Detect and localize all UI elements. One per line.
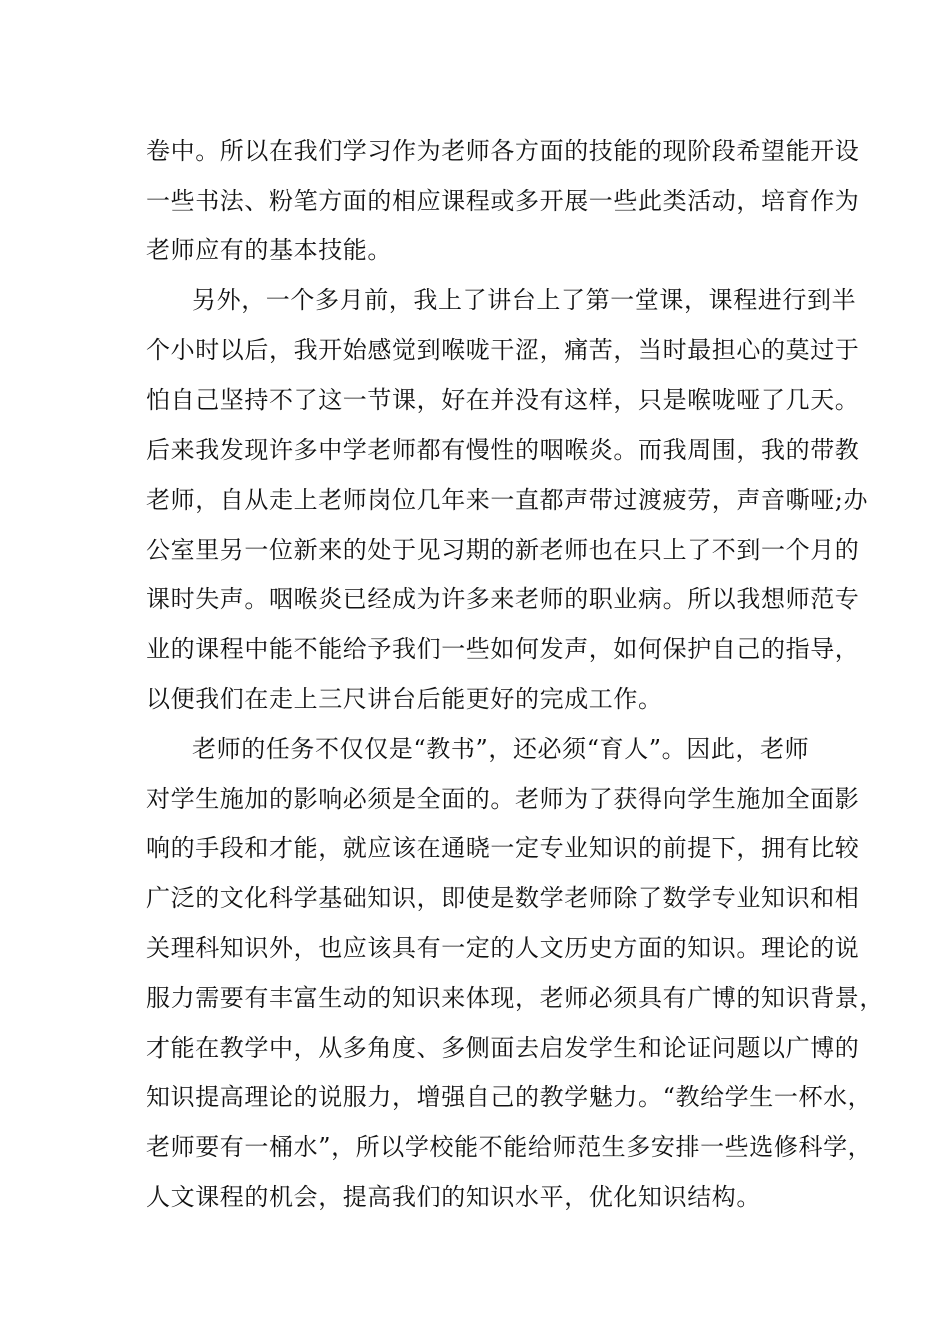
text-line: 知识提高理论的说服力，增强自己的教学魅力。“教给学生一杯水，: [146, 1083, 873, 1111]
text-line: 课时失声。咽喉炎已经成为许多来老师的职业病。所以我想师范专: [146, 585, 860, 613]
paragraph-first-line: 另外，一个多月前，我上了讲台上了第一堂课，课程进行到半: [192, 286, 857, 314]
text-line: 业的课程中能不能给予我们一些如何发声，如何保护自己的指导，: [146, 635, 860, 663]
text-line: 老师，自从走上老师岗位几年来一直都声带过渡疲劳，声音嘶哑;办: [146, 486, 869, 514]
text-line: 个小时以后，我开始感觉到喉咙干涩，痛苦，当时最担心的莫过于: [146, 336, 860, 364]
text-line: 一些书法、粉笔方面的相应课程或多开展一些此类活动，培育作为: [146, 187, 860, 215]
text-line: 怕自己坚持不了这一节课，好在并没有这样，只是喉咙哑了几天。: [146, 386, 860, 414]
text-line: 卷中。所以在我们学习作为老师各方面的技能的现阶段希望能开设: [146, 137, 860, 165]
paragraph-first-line: 老师的任务不仅仅是“教书”，还必须“育人”。因此，老师: [192, 735, 810, 763]
text-line: 后来我发现许多中学老师都有慢性的咽喉炎。而我周围，我的带教: [146, 436, 860, 464]
text-line: 老师应有的基本技能。: [146, 236, 392, 264]
text-line: 公室里另一位新来的处于见习期的新老师也在只上了不到一个月的: [146, 536, 860, 564]
text-line: 响的手段和才能，就应该在通晓一定专业知识的前提下，拥有比较: [146, 834, 860, 862]
text-line: 广泛的文化科学基础知识，即使是数学老师除了数学专业知识和相: [146, 884, 860, 912]
text-line: 服力需要有丰富生动的知识来体现，老师必须具有广博的知识背景，: [146, 984, 884, 1012]
text-line: 人文课程的机会，提高我们的知识水平，优化知识结构。: [146, 1183, 761, 1211]
text-line: 以便我们在走上三尺讲台后能更好的完成工作。: [146, 685, 663, 713]
text-line: 对学生施加的影响必须是全面的。老师为了获得向学生施加全面影: [146, 785, 860, 813]
text-line: 关理科知识外，也应该具有一定的人文历史方面的知识。理论的说: [146, 934, 860, 962]
text-line: 老师要有一桶水”，所以学校能不能给师范生多安排一些选修科学，: [146, 1133, 873, 1161]
text-line: 才能在教学中，从多角度、多侧面去启发学生和论证问题以广博的: [146, 1034, 860, 1062]
